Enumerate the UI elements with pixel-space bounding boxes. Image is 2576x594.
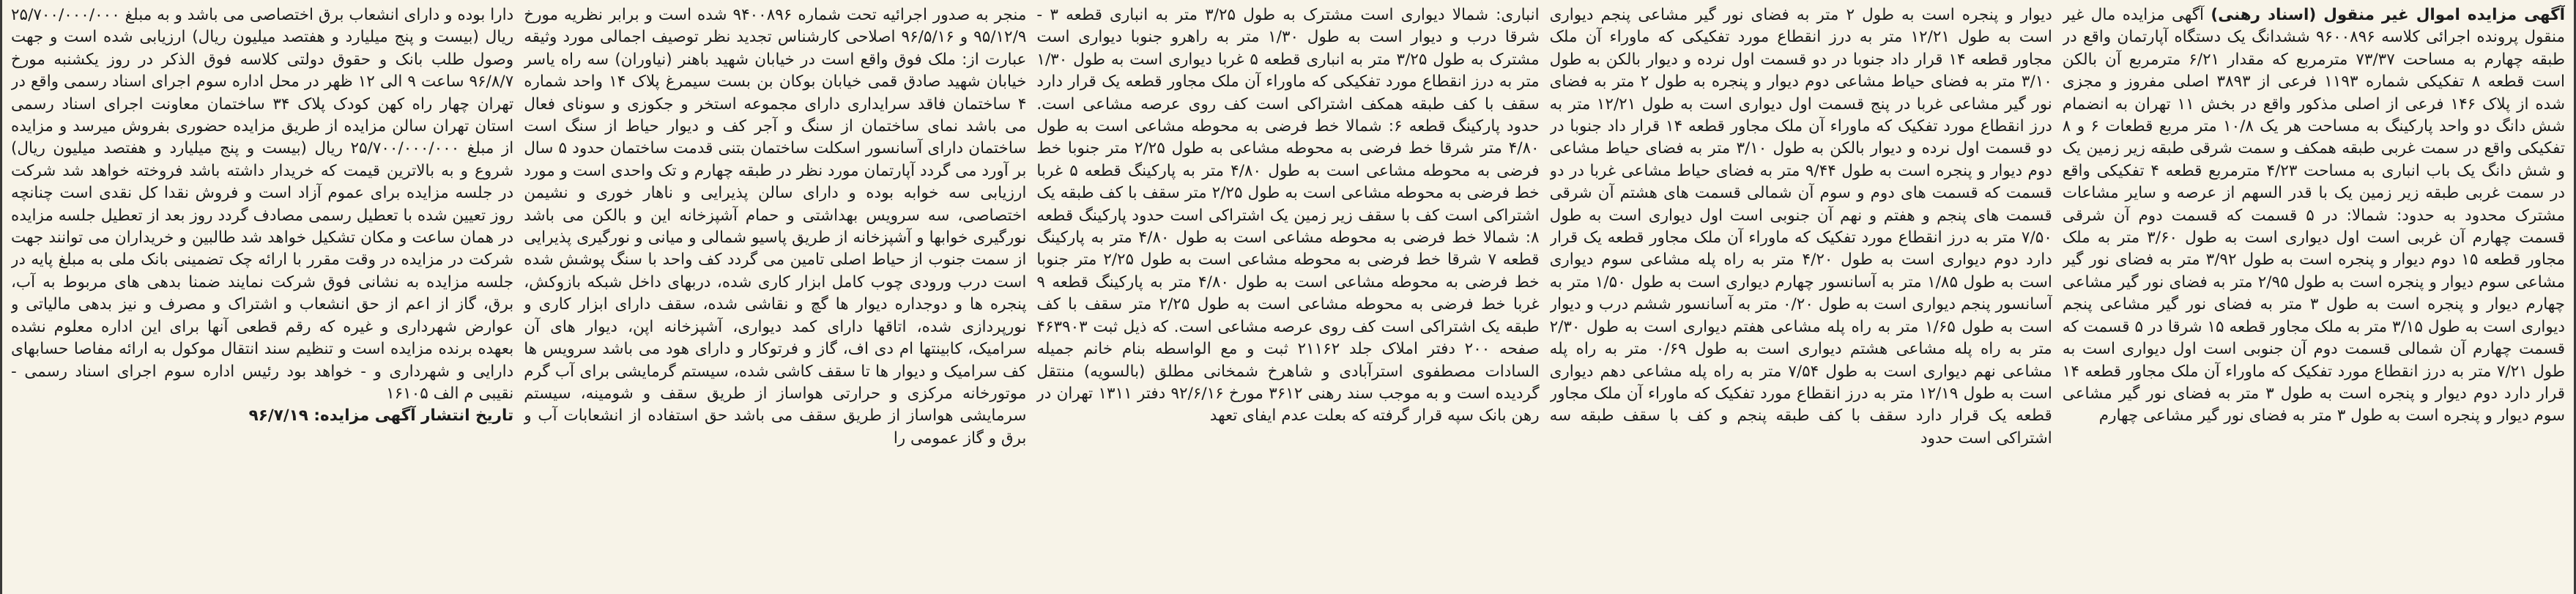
column-text: دارا بوده و دارای انشعاب برق اختصاصی می باشد و به مبلغ ۲۵/۷۰۰/۰۰۰/۰۰۰ ریال (بیست و پنج میلیارد و هفتصد میلیون ریال) ارزیابی شده است و جهت وصول طلب بانک و حقوق دولتی کلاسه فوق الذکر در روز یکشنبه مورخ ۹۶/۸/۷ ساعت ۹ الی ۱۲ ظهر در محل اداره سوم اجرای اسناد رسمی واقع در تهران چهار راه کهن کودک پلاک ۳۴ ساختمان معاونت اجرای اسناد رسمی استان تهران سالن مزایده از طریق مزایده حضوری بفروش میرسد و مزایده از مبلغ ۲۵/۷۰۰/۰۰۰/۰۰۰ ریال (بیست و پنج میلیارد و هفتصد میلیون ریال) شروع و به بالاترین قیمت که خریدار داشته باشد فروخته خواهد شد شرکت در جلسه مزایده برای عموم آزاد است و فروش نقدا کل نقدی است چنانچه روز تعیین شده با تعطیل رسمی مصادف گردد روز بعد از تعطیل جلسه مزایده در همان ساعت و مکان تشکیل خواهد شد طالبین و خریداران می توانند جهت شرکت در مزایده در وقت مقرر با ارائه چک تضمینی بانک ملی به مبلغ پایه در جلسه مزایده به نشانی فوق شرکت نمایند ضمنا بدهی های مربوط به آب، برق، گاز از اعم از حق انشعاب و اشتراک و مصرف و نیز بدهی مالیاتی و عوارض شهرداری و غیره که رقم قطعی آنها برای این اداره معلوم نشده بعهده برنده مزایده است و تنظیم سند انتقال موکول به ارائه مفاصا حسابهای دارایی و شهرداری و - خواهد بود رئیس اداره سوم اجرای اسناد رسمی - نقیبی م الف ۱۶۱۰۵ <box>10 6 514 403</box>
column-text: انباری: شمالا دیواری است مشترک به طول ۳/۲۵ متر به انباری قطعه ۳ - شرقا درب و دیوار است به طول ۱/۳۰ متر به راهرو جنوبا دیواری است مشترک به طول ۳/۲۵ متر به انباری قطعه ۵ غربا دیواری است به طول ۱/۳۰ متر به درز انقطاع مورد تفکیکی که ماوراء آن ملک مجاور قطعه یک قرار دارد سقف با کف طبقه همکف اشتراکی است کف روی عرصه مشاعی است. حدود پارکینگ قطعه ۶: شمالا خط فرضی به محوطه مشاعی است به طول ۴/۸۰ متر شرقا خط فرضی به محوطه مشاعی به طول ۲/۲۵ متر جنوبا خط فرضی به محوطه مشاعی است به طول ۴/۸۰ متر به پارکینگ قطعه ۵ غربا خط فرضی به محوطه مشاعی است به طول ۲/۲۵ متر سقف با کف طبقه یک اشتراکی است کف با سقف زیر زمین یک اشتراکی است حدود پارکینگ قطعه ۸: شمالا خط فرضی به محوطه مشاعی است به طول ۴/۸۰ متر به پارکینگ قطعه ۷ شرقا خط فرضی به محوطه مشاعی است به طول ۲/۲۵ متر جنوبا خط فرضی به محوطه مشاعی است به طول ۴/۸۰ متر به پارکینگ قطعه ۹ غربا خط فرضی به محوطه مشاعی است به طول ۲/۲۵ متر سقف با کف طبقه یک اشتراکی است کف روی عرصه مشاعی است. که ذیل ثبت ۴۶۳۹۰۳ صفحه ۲۰۰ دفتر املاک جلد ۲۱۱۶۲ ثبت و مع الواسطه بنام خانم جمیله السادات مصطفوی استرآبادی و شاهرخ شمخانی مطلق (بالسویه) منتقل گردیده است و به موجب سند رهنی ۳۶۱۲ مورخ ۹۲/۶/۱۶ دفتر ۱۳۱۱ تهران در رهن بانک سپه قرار گرفته که بعلت عدم ایفای تعهد <box>1036 6 1540 426</box>
column-text: آگهی مزایده مال غیر منقول پرونده اجرائی کلاسه ۹۶۰۰۸۹۶ ششدانگ یک دستگاه آپارتمان واقع در طبقه چهارم به مساحت ۷۳/۳۷ مترمربع که مقدار ۶/۲۱ مترمربع آن بالکن است قطعه ۸ تفکیکی شماره ۱۱۹۳ فرعی از ۳۸۹۳ اصلی مفروز و مجزی شده از پلاک ۱۴۶ فرعی از اصلی مذکور واقع در بخش ۱۱ تهران به انضمام شش دانگ دو واحد پارکینگ به مساحت هر یک ۱۰/۸ متر مربع قطعات ۶ و ۸ تفکیکی واقع در سمت غربی طبقه همکف و سمت شرقی طبقه زیر زمین یک و شش دانگ یک باب انباری به مساحت ۴/۲۳ مترمربع قطعه ۴ تفکیکی واقع در سمت غربی طبقه زیر زمین یک با قدر السهم از عرصه و سایر مشاعات مشترک محدود به حدود: شمالا: در ۵ قسمت که قسمت دوم آن شرقی قسمت چهارم آن غربی است اول دیواری است به طول ۳/۶۰ متر به ملک مجاور قطعه ۱۵ دوم دیوار و پنجره است به طول ۳/۹۲ متر به فضای نور گیر مشاعی سوم دیوار و پنجره است به طول ۲/۹۵ متر به فضای نور گیر مشاعی چهارم دیوار و پنجره است به طول ۳ متر به فضای نور گیر مشاعی پنجم دیواری است به طول ۳/۱۵ متر به ملک مجاور قطعه ۱۵ شرقا در ۵ قسمت که قسمت چهارم آن شمالی قسمت دوم آن جنوبی است اول دیواری است به طول ۷/۲۱ متر به درز انقطاع مورد تفکیک که ماوراء آن ملک مجاور قطعه ۱۴ قرار دارد دوم دیوار و پنجره است به طول ۳ متر به فضای نور گیر مشاعی سوم دیوار و پنجره است به طول ۳ متر به فضای نور گیر مشاعی چهارم <box>2062 6 2565 426</box>
column-text: دیوار و پنجره است به طول ۲ متر به فضای نور گیر مشاعی پنجم دیواری است به طول ۱۲/۲۱ متر به درز انقطاع مورد تفکیکی که ماوراء آن ملک مجاور قطعه ۱۴ قرار داد جنوبا در دو قسمت اول نرده و دیوار بالکن به طول ۳/۱۰ متر به فضای حیاط مشاعی دوم دیوار و پنجره به طول ۲ متر به فضای نور گیر مشاعی غربا در پنج قسمت اول دیواری است به طول ۱۲/۲۱ متر به درز انقطاع مورد تفکیک که ماوراء آن ملک مجاور قطعه ۱۴ قرار داد جنوبا در دو قسمت اول نرده و دیوار بالکن به طول ۳/۱۰ متر به فضای حیاط مشاعی دوم دیوار و پنجره است به طول ۹/۴۴ متر به فضای حیاط مشاعی غربا در دو قسمت که قسمت های دوم و سوم آن شمالی قسمت های هشتم آن شرقی قسمت های پنجم و هفتم و نهم آن جنوبی است اول دیواری است به طول ۷/۵۰ متر به درز انقطاع مورد تفکیک که ماوراء آن ملک مجاور قطعه یک قرار دارد دوم دیواری است به طول ۴/۲۰ متر به راه پله مشاعی سوم دیواری است به طول ۱/۸۵ متر به آسانسور چهارم دیواری است به طول ۱/۵۰ متر به آسانسور پنجم دیواری است به طول ۰/۲۰ متر به آسانسور ششم درب و دیوار است به طول ۱/۶۵ متر به راه پله مشاعی هفتم دیواری است به طول ۲/۳۰ متر به راه پله مشاعی هشتم دیواری است به طول ۰/۶۹ متر به راه پله مشاعی نهم دیواری است به طول ۷/۵۴ متر به راه پله مشاعی دهم دیواری است به طول ۱۲/۱۹ متر به درز انقطاع مورد تفکیک که ماوراء آن ملک مجاور قطعه یک قرار دارد سقف با کف طبقه پنجم و کف با سقف طبقه سه اشتراکی است حدود <box>1549 6 2052 448</box>
notice-heading: آگهی مزایده اموال غیر منقول (اسناد رهنی) <box>2211 6 2565 24</box>
notice-column-2 <box>1550 4 2052 590</box>
notice-column-3 <box>1036 4 1539 590</box>
column-text: منجر به صدور اجرائیه تحت شماره ۹۴۰۰۸۹۶ شده است و برابر نظریه مورخ ۹۵/۱۲/۹ و ۹۶/۵/۱۶ اصلاحی کارشناس تجدید نظر توصیف اجمالی مورد وثیقه عبارت از: ملک فوق واقع است در خیابان شهید باهنر (نیاوران) سه راه یاسر خیابان شهید صادق قمی خیابان بوکان بن بست سیمرغ پلاک ۱۴ واحد شماره ۴ ساختمان فاقد سرایداری دارای مجموعه استخر و جکوزی و سونای فعال می باشد نمای ساختمان از سنگ و آجر کف و دیوار حیاط از سنگ است ساختمان دارای آسانسور اسکلت ساختمان بتنی قدمت ساختمان حدود ۵ سال بر آورد می گردد آپارتمان مورد نظر در طبقه چهارم و تک واحدی است و مورد ارزیابی سه خوابه بوده و دارای سالن پذیرایی و ناهار خوری و نشیمن اختصاصی، سه سرویس بهداشتی و حمام آشپزخانه این و بالکن می باشد نورگیری خوابها و آشپزخانه از طریق پاسیو شمالی و میانی و نورگیری پذیرایی از سمت جنوب از حیاط اصلی تامین می گردد کف واحد با سنگ پوشش شده است درب ورودی چوب کامل ابزار کاری شده، دربهای داخل شبکه بازوکش، پنجره ها و دوجداره دیوار ها گچ و نقاشی شده، سقف دارای ابزار کاری و نورپردازی شده، اتاقها دارای کمد دیواری، آشپزخانه اپن، دیوار های آن سرامیک، کابینتها ام دی اف، گاز و فرتوکار و دارای هود می باشد سرویس ها کف سرامیک و دیوار ها تا سقف کاشی شده، سیستم گرمایشی برای آب گرم موتورخانه مرکزی و حرارتی هواساز از طریق سقف و شومینه، سیستم سرمایشی هواساز از طریق سقف می باشد حق استفاده از انشعابات آب و برق و گاز عمومی را <box>524 6 1027 448</box>
publication-date: تاریخ انتشار آگهی مزایده: ۹۶/۷/۱۹ <box>248 406 514 426</box>
notice-column-1 <box>2063 4 2565 590</box>
notice-column-4 <box>524 4 1026 590</box>
notice-column-5 <box>11 4 513 590</box>
